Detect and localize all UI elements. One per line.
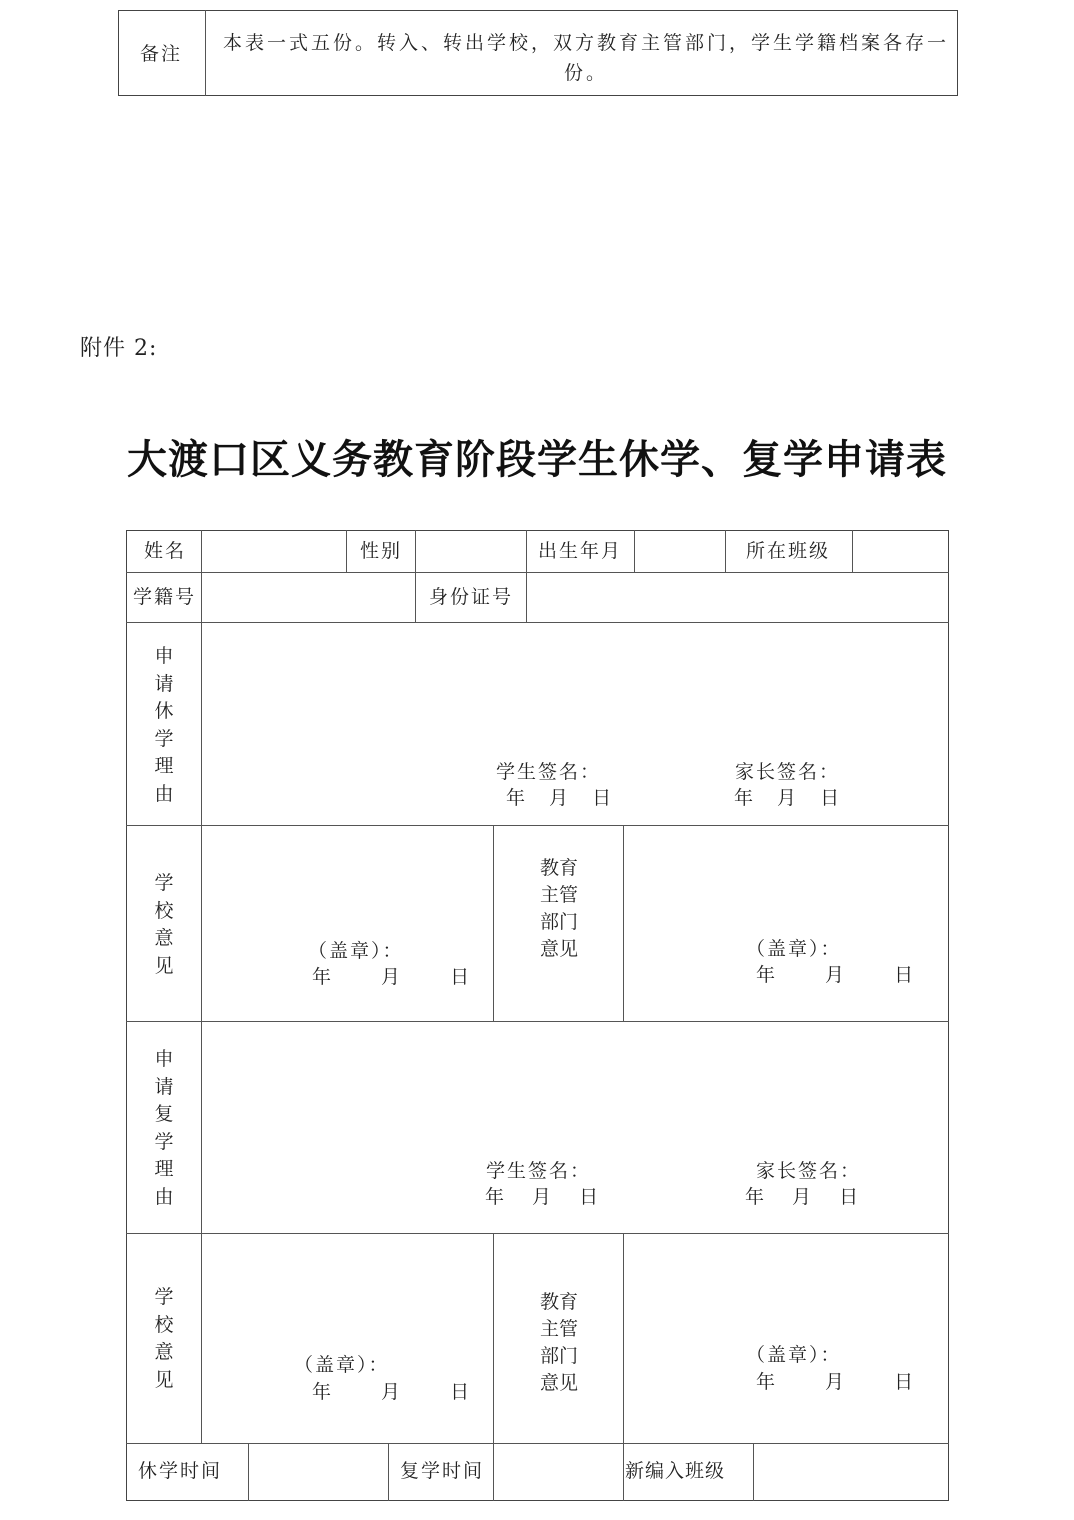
school-opinion-label-2: 学校意见 [154,1286,174,1391]
student-sign-date: 年 月 日 [506,787,614,809]
resume-student-sign-date: 年 月 日 [485,1186,601,1208]
class-field[interactable] [854,532,947,570]
student-no-label: 学籍号 [133,586,197,608]
resume-time-field[interactable] [495,1445,621,1499]
school-opinion-field[interactable] [203,827,491,937]
suspend-reason-field[interactable] [203,624,947,754]
id-no-field[interactable] [528,574,947,620]
suspend-reason-label: 申请休学理由 [154,645,174,805]
id-no-label: 身份证号 [429,586,514,608]
edu-dept-opinion-label-2: 教育主管部门意见 [539,1291,578,1394]
page-title: 大渡口区义务教育阶段学生休学、复学申请表 [127,436,947,483]
resume-reason-field[interactable] [203,1023,947,1153]
new-class-field[interactable] [755,1445,947,1499]
school-stamp-date: 年 月 日 [312,966,472,988]
school-stamp-label: （盖章）： [308,940,404,962]
edu-dept-opinion-label: 教育主管部门意见 [539,857,578,960]
resume-time-label: 复学时间 [400,1460,485,1482]
student-no-field[interactable] [203,574,413,620]
edu-stamp-date: 年 月 日 [756,964,916,986]
gender-field[interactable] [417,532,524,570]
parent-sign-date: 年 月 日 [734,787,842,809]
suspend-time-label: 休学时间 [138,1460,223,1482]
birth-field[interactable] [636,532,723,570]
remark-text: 本表一式五份。转入、转出学校，双方教育主管部门，学生学籍档案各存一份。 [222,32,949,84]
name-label: 姓名 [144,540,187,562]
school-opinion-label: 学校意见 [154,872,174,977]
student-sign-label: 学生签名： [496,761,602,783]
attachment-label: 附件 2: [80,336,158,361]
edu-dept-opinion-field[interactable] [625,827,947,932]
name-field[interactable] [203,532,344,570]
resume-parent-sign-date: 年 月 日 [745,1186,861,1208]
class-label: 所在班级 [746,540,831,562]
edu-stamp-label: （盖章）： [746,938,842,960]
new-class-label: 新编入班级 [625,1460,726,1482]
birth-label: 出生年月 [538,540,623,562]
parent-sign-label: 家长签名： [735,761,841,783]
resume-parent-sign-label: 家长签名： [756,1160,862,1182]
edu-stamp-label-2: （盖章）： [746,1344,842,1366]
school-stamp-label-2: （盖章）： [294,1354,390,1376]
gender-label: 性别 [360,540,403,562]
school-opinion-field-2[interactable] [203,1235,491,1350]
remark-label: 备注 [140,43,183,65]
resume-student-sign-label: 学生签名： [486,1160,592,1182]
resume-reason-label: 申请复学理由 [154,1048,174,1208]
school-stamp-date-2: 年 月 日 [312,1381,472,1403]
edu-dept-opinion-field-2[interactable] [625,1235,947,1340]
edu-stamp-date-2: 年 月 日 [756,1371,916,1393]
suspend-time-field[interactable] [250,1445,386,1499]
